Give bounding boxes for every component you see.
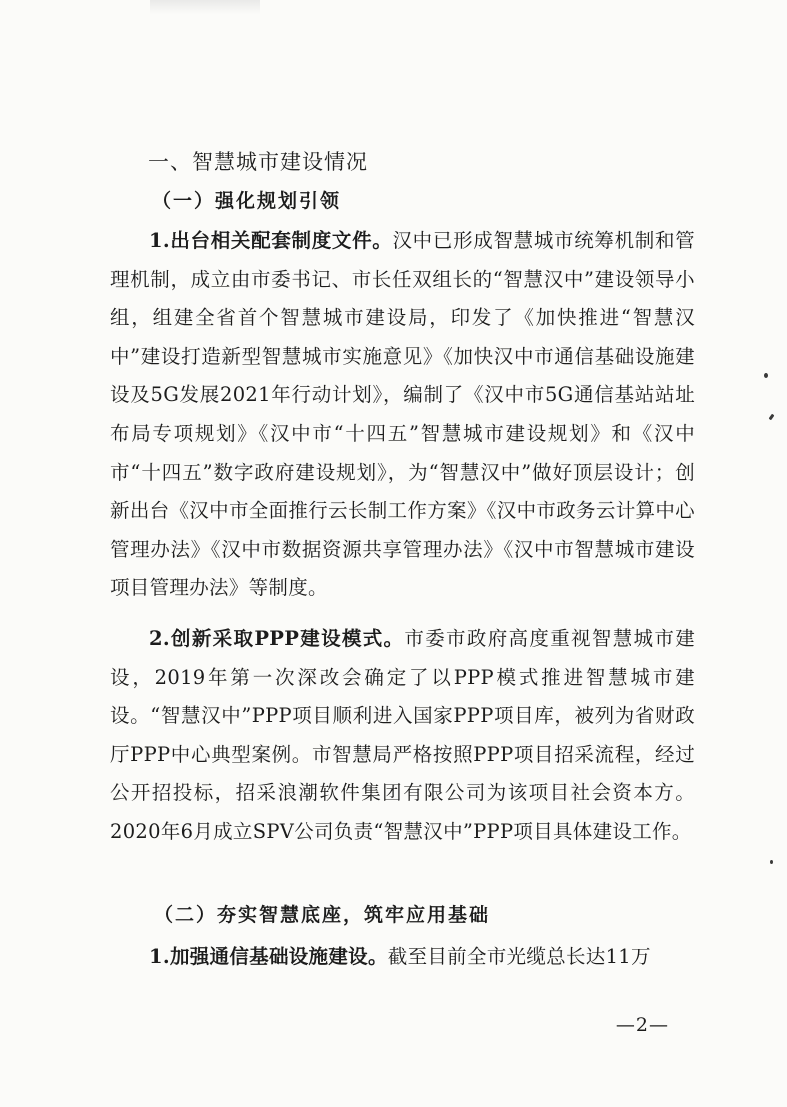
paragraph-lead: 1.出台相关配套制度文件。 [149, 229, 393, 252]
paragraph-lead: 2.创新采取PPP建设模式。 [149, 627, 405, 650]
section-1-paragraph-1 [110, 222, 695, 608]
section-1-paragraph-2 [110, 620, 695, 852]
paragraph-body: 汉中已形成智慧城市统筹机制和管理机制，成立由市委书记、市长任双组长的“智慧汉中”建设领导小组，组建全省首个智慧城市建设局，印发了《加快推进“智慧汉中”建设打造新型智慧城市实施意见》《加快汉中市通信基础设施建设及5G发展2021年行动计划》，编制了《汉中市5G通信基站站址布局专项规划》《汉中市“十四五”智慧城市建设规划》和《汉中市“十四五”数字政府建设规划》，为“智慧汉中”做好顶层设计；创新出台《汉中市全面推行云长制工作方案》《汉中市政务云计算中心管理办法》《汉中市数据资源共享管理办法》《汉中市智慧城市建设项目管理办法》等制度。 [110, 229, 695, 600]
paragraph-lead: 1.加强通信基础设施建设。 [149, 945, 388, 968]
scan-speck [764, 373, 768, 378]
paragraph-body: 截至目前全市光缆总长达11万 [387, 945, 651, 968]
section-1-heading: （一）强化规划引领 [152, 190, 342, 212]
scan-speck [769, 414, 775, 421]
scan-speck [770, 860, 773, 864]
scan-smudge [150, 0, 260, 14]
section-2-paragraph-1 [110, 938, 695, 977]
heading-1: 一、智慧城市建设情况 [148, 150, 368, 174]
section-2-heading: （二）夯实智慧底座，筑牢应用基础 [154, 904, 491, 926]
page-number: —2— [615, 1014, 669, 1036]
paragraph-body: 市委市政府高度重视智慧城市建设，2019年第一次深改会确定了以PPP模式推进智慧城市建设。“智慧汉中”PPP项目顺利进入国家PPP项目库，被列为省财政厅PPP中心典型案例。市智慧局严格按照PPP项目招采流程，经过公开招投标，招采浪潮软件集团有限公司为该项目社会资本方。2020年6月成立SPV公司负责“智慧汉中”PPP项目具体建设工作。 [110, 627, 695, 843]
